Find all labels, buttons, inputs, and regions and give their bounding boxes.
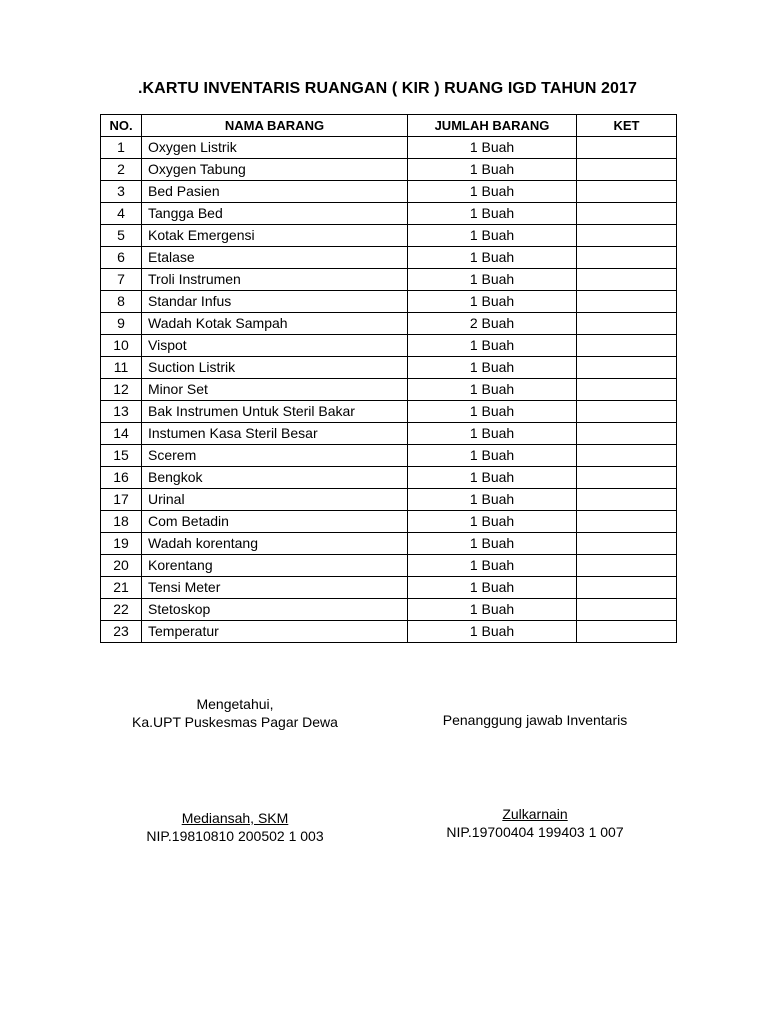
page-title: .KARTU INVENTARIS RUANGAN ( KIR ) RUANG IGD TAHUN 2017 bbox=[137, 80, 638, 97]
item-name: Oxygen Tabung bbox=[142, 159, 408, 181]
item-quantity: 1 Buah bbox=[408, 225, 577, 247]
item-note bbox=[577, 269, 677, 291]
row-number: 10 bbox=[101, 335, 142, 357]
item-quantity: 1 Buah bbox=[408, 467, 577, 489]
item-note bbox=[577, 599, 677, 621]
table-row bbox=[101, 313, 677, 335]
table-row bbox=[101, 291, 677, 313]
item-name: Etalase bbox=[142, 247, 408, 269]
item-note bbox=[577, 379, 677, 401]
table-row bbox=[101, 203, 677, 225]
table-row bbox=[101, 489, 677, 511]
table-row bbox=[101, 621, 677, 643]
row-number: 19 bbox=[101, 533, 142, 555]
item-note bbox=[577, 203, 677, 225]
item-note bbox=[577, 247, 677, 269]
item-note bbox=[577, 533, 677, 555]
item-name: Urinal bbox=[142, 489, 408, 511]
item-quantity: 1 Buah bbox=[408, 511, 577, 533]
row-number: 5 bbox=[101, 225, 142, 247]
table-row bbox=[101, 137, 677, 159]
item-quantity: 1 Buah bbox=[408, 621, 577, 643]
item-note bbox=[577, 467, 677, 489]
row-number: 21 bbox=[101, 577, 142, 599]
table-row bbox=[101, 511, 677, 533]
table-row bbox=[101, 555, 677, 577]
row-number: 13 bbox=[101, 401, 142, 423]
item-quantity: 1 Buah bbox=[408, 379, 577, 401]
row-number: 18 bbox=[101, 511, 142, 533]
item-note bbox=[577, 291, 677, 313]
item-note bbox=[577, 159, 677, 181]
row-number: 16 bbox=[101, 467, 142, 489]
item-quantity: 1 Buah bbox=[408, 203, 577, 225]
item-name: Stetoskop bbox=[142, 599, 408, 621]
item-note bbox=[577, 357, 677, 379]
row-number: 9 bbox=[101, 313, 142, 335]
item-name: Korentang bbox=[142, 555, 408, 577]
item-note bbox=[577, 401, 677, 423]
item-note bbox=[577, 511, 677, 533]
row-number: 15 bbox=[101, 445, 142, 467]
item-name: Kotak Emergensi bbox=[142, 225, 408, 247]
row-number: 4 bbox=[101, 203, 142, 225]
table-row bbox=[101, 225, 677, 247]
left-signatory-nip: NIP.19810810 200502 1 003 bbox=[146, 828, 324, 844]
item-quantity: 1 Buah bbox=[408, 137, 577, 159]
item-quantity: 1 Buah bbox=[408, 555, 577, 577]
table-row bbox=[101, 247, 677, 269]
item-quantity: 1 Buah bbox=[408, 335, 577, 357]
item-name: Standar Infus bbox=[142, 291, 408, 313]
left-signatory-name: Mediansah, SKM bbox=[181, 810, 289, 826]
item-note bbox=[577, 313, 677, 335]
item-quantity: 1 Buah bbox=[408, 291, 577, 313]
item-note bbox=[577, 555, 677, 577]
item-note bbox=[577, 335, 677, 357]
item-quantity: 1 Buah bbox=[408, 357, 577, 379]
header-jumlah-barang: JUMLAH BARANG bbox=[408, 115, 577, 137]
item-name: Com Betadin bbox=[142, 511, 408, 533]
table-body bbox=[101, 137, 677, 643]
header-ket: KET bbox=[577, 115, 677, 137]
table-row bbox=[101, 599, 677, 621]
item-quantity: 1 Buah bbox=[408, 445, 577, 467]
row-number: 1 bbox=[101, 137, 142, 159]
item-quantity: 1 Buah bbox=[408, 489, 577, 511]
row-number: 8 bbox=[101, 291, 142, 313]
table-row bbox=[101, 577, 677, 599]
left-signature-block bbox=[100, 696, 370, 730]
item-note bbox=[577, 621, 677, 643]
item-quantity: 1 Buah bbox=[408, 423, 577, 445]
table-row bbox=[101, 533, 677, 555]
item-note bbox=[577, 577, 677, 599]
item-note bbox=[577, 137, 677, 159]
item-name: Scerem bbox=[142, 445, 408, 467]
item-note bbox=[577, 423, 677, 445]
item-name: Bengkok bbox=[142, 467, 408, 489]
table-row bbox=[101, 159, 677, 181]
table-row bbox=[101, 181, 677, 203]
item-name: Bed Pasien bbox=[142, 181, 408, 203]
item-note bbox=[577, 445, 677, 467]
header-nama-barang: NAMA BARANG bbox=[142, 115, 408, 137]
table-row bbox=[101, 467, 677, 489]
row-number: 6 bbox=[101, 247, 142, 269]
item-name: Troli Instrumen bbox=[142, 269, 408, 291]
right-signature-block bbox=[400, 712, 670, 728]
row-number: 11 bbox=[101, 357, 142, 379]
row-number: 22 bbox=[101, 599, 142, 621]
table-row bbox=[101, 379, 677, 401]
item-quantity: 1 Buah bbox=[408, 599, 577, 621]
table-row bbox=[101, 269, 677, 291]
item-quantity: 2 Buah bbox=[408, 313, 577, 335]
table-row bbox=[101, 357, 677, 379]
item-quantity: 1 Buah bbox=[408, 181, 577, 203]
head-position-label: Ka.UPT Puskesmas Pagar Dewa bbox=[132, 714, 338, 730]
inventory-table bbox=[100, 114, 677, 643]
item-name: Suction Listrik bbox=[142, 357, 408, 379]
item-name: Instumen Kasa Steril Besar bbox=[142, 423, 408, 445]
right-signatory-name: Zulkarnain bbox=[502, 806, 568, 822]
item-name: Vispot bbox=[142, 335, 408, 357]
item-name: Bak Instrumen Untuk Steril Bakar bbox=[142, 401, 408, 423]
item-quantity: 1 Buah bbox=[408, 159, 577, 181]
item-quantity: 1 Buah bbox=[408, 401, 577, 423]
item-name: Oxygen Listrik bbox=[142, 137, 408, 159]
left-signatory bbox=[100, 810, 370, 844]
item-quantity: 1 Buah bbox=[408, 247, 577, 269]
table-row bbox=[101, 423, 677, 445]
row-number: 17 bbox=[101, 489, 142, 511]
item-note bbox=[577, 489, 677, 511]
row-number: 3 bbox=[101, 181, 142, 203]
row-number: 20 bbox=[101, 555, 142, 577]
item-name: Minor Set bbox=[142, 379, 408, 401]
item-name: Wadah korentang bbox=[142, 533, 408, 555]
row-number: 12 bbox=[101, 379, 142, 401]
row-number: 2 bbox=[101, 159, 142, 181]
table-header-row bbox=[101, 115, 677, 137]
item-name: Tensi Meter bbox=[142, 577, 408, 599]
item-name: Temperatur bbox=[142, 621, 408, 643]
item-note bbox=[577, 225, 677, 247]
table-row bbox=[101, 445, 677, 467]
right-signatory bbox=[400, 806, 670, 840]
item-name: Tangga Bed bbox=[142, 203, 408, 225]
item-quantity: 1 Buah bbox=[408, 533, 577, 555]
table-row bbox=[101, 335, 677, 357]
row-number: 7 bbox=[101, 269, 142, 291]
acknowledged-label: Mengetahui, bbox=[196, 696, 274, 712]
table-row bbox=[101, 401, 677, 423]
row-number: 23 bbox=[101, 621, 142, 643]
header-no: NO. bbox=[101, 115, 142, 137]
item-name: Wadah Kotak Sampah bbox=[142, 313, 408, 335]
item-note bbox=[577, 181, 677, 203]
row-number: 14 bbox=[101, 423, 142, 445]
item-quantity: 1 Buah bbox=[408, 577, 577, 599]
inventory-officer-label: Penanggung jawab Inventaris bbox=[442, 712, 628, 728]
item-quantity: 1 Buah bbox=[408, 269, 577, 291]
right-signatory-nip: NIP.19700404 199403 1 007 bbox=[446, 824, 624, 840]
